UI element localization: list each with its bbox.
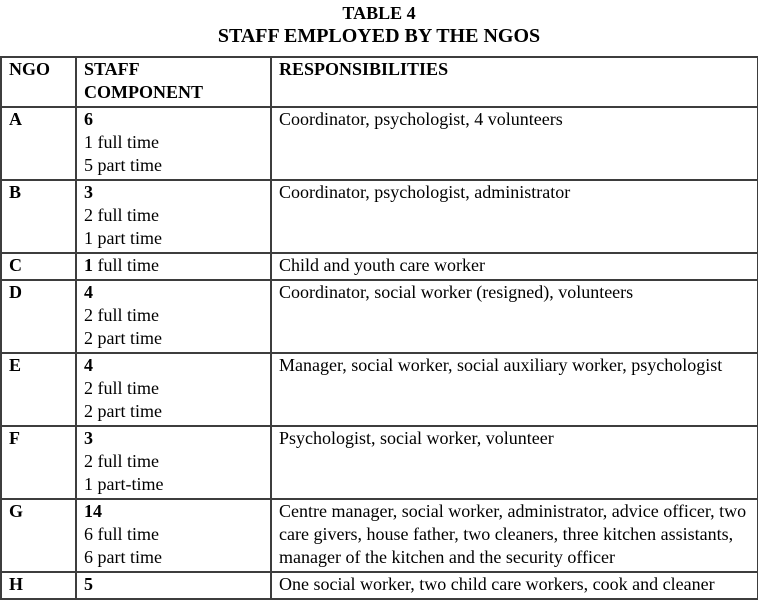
staff-line: 1 part time <box>84 228 162 248</box>
ngo-cell: G <box>1 499 76 572</box>
staff-component-cell <box>76 572 271 599</box>
responsibilities-cell: Child and youth care worker <box>271 253 758 280</box>
staff-line: 5 <box>84 574 93 594</box>
ngo-cell: F <box>1 426 76 499</box>
ngo-cell: D <box>1 280 76 353</box>
responsibilities-cell: Centre manager, social worker, administrator, advice officer, two care givers, house father, two cleaners, three kitchen assistants, manager of the kitchen and the security officer <box>271 499 758 572</box>
staff-line: 2 part time <box>84 328 162 348</box>
staff-component-cell <box>76 280 271 353</box>
staff-line: 5 part time <box>84 155 162 175</box>
document-subtitle: STAFF EMPLOYED BY THE NGOS <box>217 25 541 47</box>
staff-component-cell <box>76 426 271 499</box>
staff-table <box>0 56 758 600</box>
table-row <box>1 253 758 280</box>
ngo-cell: B <box>1 180 76 253</box>
staff-component-cell <box>76 253 271 280</box>
col-header-staff-component-label: STAFF COMPONENT <box>84 59 203 102</box>
staff-line: 2 full time <box>84 305 159 325</box>
col-header-responsibilities: RESPONSIBILITIES <box>271 57 758 107</box>
ngo-cell: C <box>1 253 76 280</box>
staff-line: 6 full time <box>84 524 159 544</box>
document-title: TABLE 4 <box>342 3 416 23</box>
staff-line: 1 full time <box>84 255 159 275</box>
staff-line: 3 <box>84 182 93 202</box>
header-row <box>1 57 758 107</box>
table-row <box>1 499 758 572</box>
staff-component-cell <box>76 107 271 180</box>
responsibilities-cell: Psychologist, social worker, volunteer <box>271 426 758 499</box>
table-row <box>1 353 758 426</box>
staff-line: 6 part time <box>84 547 162 567</box>
staff-line: 6 <box>84 109 93 129</box>
responsibilities-cell: Coordinator, psychologist, 4 volunteers <box>271 107 758 180</box>
responsibilities-cell: Coordinator, psychologist, administrator <box>271 180 758 253</box>
responsibilities-cell: Manager, social worker, social auxiliary worker, psychologist <box>271 353 758 426</box>
ngo-cell: E <box>1 353 76 426</box>
staff-component-cell <box>76 499 271 572</box>
staff-component-cell <box>76 180 271 253</box>
staff-line: 14 <box>84 501 102 521</box>
ngo-cell: A <box>1 107 76 180</box>
table-row <box>1 426 758 499</box>
staff-component-cell <box>76 353 271 426</box>
staff-line: 3 <box>84 428 93 448</box>
table-body <box>1 107 758 599</box>
staff-line: 2 full time <box>84 205 159 225</box>
staff-line: 4 <box>84 282 93 302</box>
staff-line: 4 <box>84 355 93 375</box>
table-row <box>1 572 758 599</box>
responsibilities-cell: Coordinator, social worker (resigned), volunteers <box>271 280 758 353</box>
staff-line: 1 full time <box>84 132 159 152</box>
staff-line: 1 part-time <box>84 474 164 494</box>
col-header-staff-component <box>76 57 271 107</box>
responsibilities-cell: One social worker, two child care workers, cook and cleaner <box>271 572 758 599</box>
col-header-ngo: NGO <box>1 57 76 107</box>
table-row <box>1 180 758 253</box>
table-row <box>1 280 758 353</box>
staff-line: 2 part time <box>84 401 162 421</box>
ngo-cell: H <box>1 572 76 599</box>
staff-line: 2 full time <box>84 451 159 471</box>
table-row <box>1 107 758 180</box>
staff-line: 2 full time <box>84 378 159 398</box>
